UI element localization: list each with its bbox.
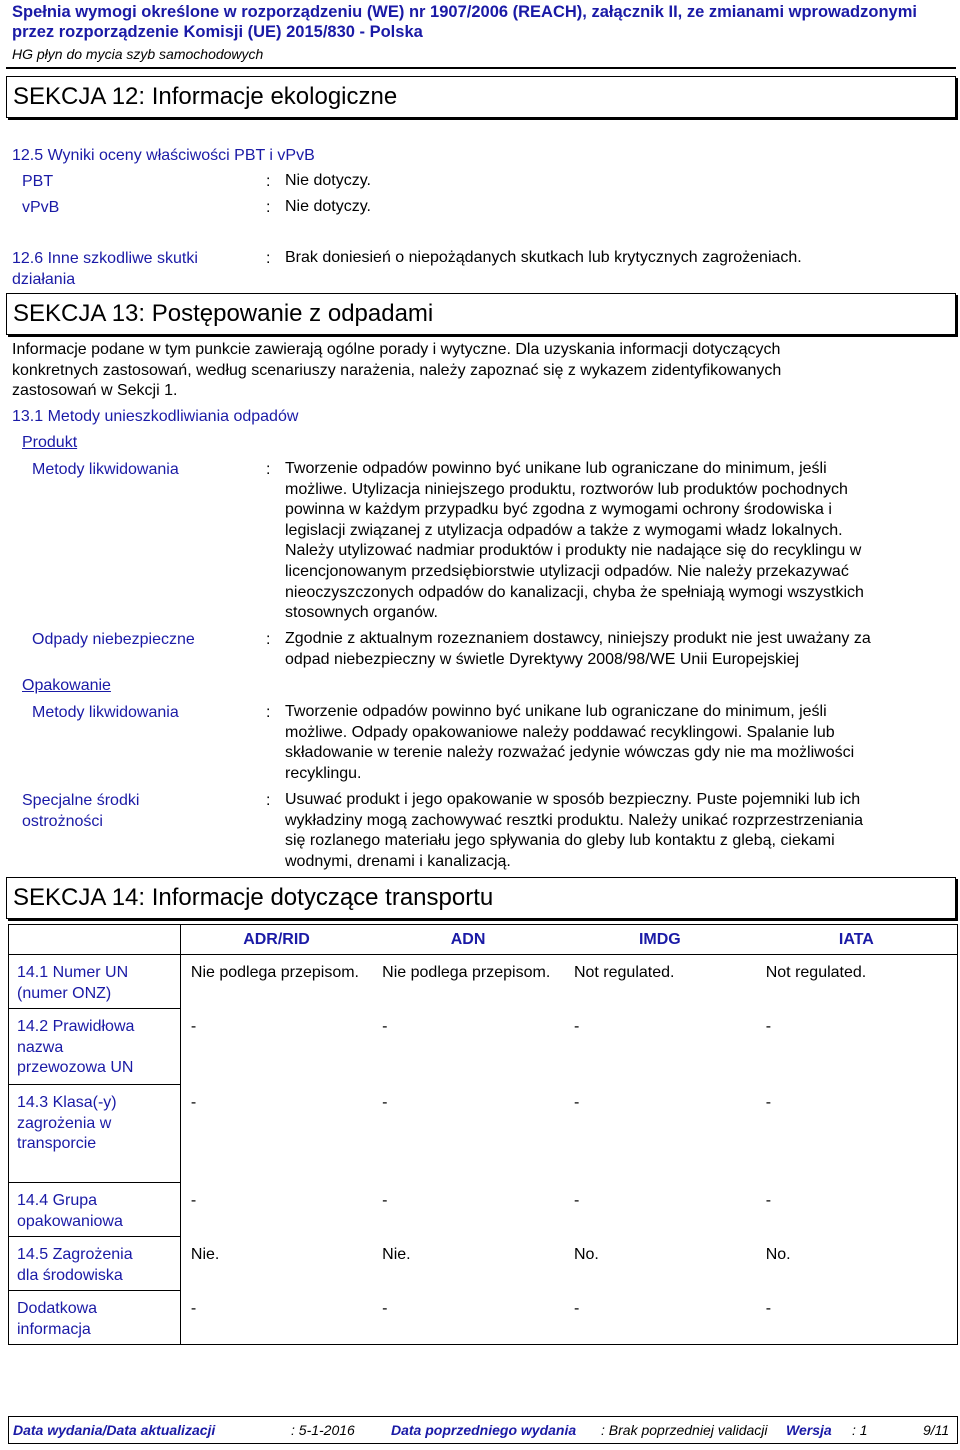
subsection-12-6-line2: działania (12, 270, 76, 288)
text-line: się rozlanego materiału jego spływania do gleby lub kontaktu z glebą, ciekami (285, 832, 835, 850)
vpvb-value: Nie dotyczy. (285, 198, 371, 215)
text-line: stosownych organów. (285, 604, 438, 622)
footer-page-number: 9/11 (923, 1422, 950, 1438)
table-row (9, 1085, 958, 1183)
opak-metody-colon: : (266, 704, 271, 721)
section-12-title-text: SEKCJA 12: Informacje ekologiczne (13, 83, 398, 110)
table-cell: - (573, 1191, 580, 1209)
opak-metody-value (285, 702, 950, 784)
row-label-hazard-class (9, 1085, 181, 1183)
row-label-line: 14.1 Numer UN (17, 964, 129, 981)
row-label-line: informacja (17, 1320, 91, 1338)
table-cell: - (382, 1191, 388, 1209)
text-line: składowanie w terenie należy rozważać jedynie wówczas gdy nie ma możliwości (285, 744, 855, 762)
table-cell: Nie podlega przepisom. (382, 964, 551, 981)
table-cell: Not regulated. (573, 964, 675, 981)
transport-table (8, 924, 958, 1345)
subsection-12-6-value: Brak doniesień o niepożądanych skutkach lub krytycznych zagrożeniach. (285, 249, 802, 266)
table-cell: No. (765, 1245, 791, 1263)
row-label-environmental-hazard (9, 1237, 181, 1291)
row-label-un-number (9, 955, 181, 1009)
produkt-heading: Produkt (22, 434, 78, 451)
column-header-adn: ADN (372, 925, 564, 955)
text-line: odpad niebezpieczny w świetle Dyrektywy 2008/98/WE Unii Europejskiej (285, 650, 800, 668)
transport-header-blank (9, 925, 181, 955)
produkt-metody-label: Metody likwidowania (32, 461, 179, 478)
row-label-additional-info (9, 1291, 181, 1345)
table-cell: - (765, 1299, 772, 1317)
vpvb-label: vPvB (22, 199, 60, 216)
table-cell: Nie. (190, 1245, 220, 1263)
header-divider (6, 67, 956, 69)
text-line: Tworzenie odpadów powinno być unikane lub ograniczane do minimum, jeśli (285, 460, 827, 477)
opak-metody-label: Metody likwidowania (32, 704, 179, 721)
specjalne-value (285, 790, 950, 872)
column-header-imdg: IMDG (564, 925, 756, 955)
footer-date-value: : 5-1-2016 (291, 1422, 355, 1438)
table-cell: - (765, 1017, 772, 1035)
intro-line: zastosowań w Sekcji 1. (12, 382, 178, 400)
table-cell: - (190, 1299, 197, 1317)
table-row (9, 1237, 958, 1291)
table-row (9, 1009, 958, 1085)
table-cell: - (190, 1017, 197, 1035)
row-label-line: przewozowa UN (17, 1059, 134, 1077)
footer-prev-value: : Brak poprzedniej validacji (601, 1422, 768, 1438)
pbt-colon: : (266, 173, 271, 190)
specjalne-label-line1: Specjalne środki (22, 792, 140, 809)
section-14-title-text: SEKCJA 14: Informacje dotyczące transportu (13, 884, 494, 911)
produkt-metody-colon: : (266, 461, 271, 478)
table-cell: Not regulated. (765, 964, 867, 981)
table-cell: - (382, 1093, 388, 1111)
subsection-12-6-colon: : (266, 250, 271, 267)
table-cell: - (765, 1191, 772, 1209)
text-line: wykładziny mogą zachowywać resztki produktu. Należy unikać rozprzestrzeniania (285, 811, 864, 829)
column-header-iata: IATA (756, 925, 958, 955)
row-label-line: (numer ONZ) (17, 984, 112, 1002)
opakowanie-heading: Opakowanie (22, 677, 111, 694)
footer-date-label: Data wydania/Data aktualizacji (13, 1422, 216, 1438)
row-label-shipping-name (9, 1009, 181, 1085)
table-cell: - (382, 1299, 388, 1317)
table-cell: - (765, 1093, 772, 1111)
row-label-line: dla środowiska (17, 1266, 123, 1284)
text-line: możliwe. Utylizacja niniejszego produktu, roztworów lub produktów pochodnych (285, 480, 848, 498)
subsection-13-1: 13.1 Metody unieszkodliwiania odpadów (12, 408, 299, 425)
row-label-packing-group (9, 1183, 181, 1237)
subsection-12-6-line1: 12.6 Inne szkodliwe skutki (12, 250, 198, 267)
section-13-title (6, 293, 956, 335)
page-footer (8, 1416, 958, 1444)
section-14-title (6, 877, 956, 919)
text-line: Należy utylizować nadmiar produktów i produkty nie nadające się do recyklingu w (285, 542, 862, 560)
text-line: wodnymi, drenami i kanalizacją. (285, 852, 511, 870)
text-line: Zgodnie z aktualnym rozeznaniem dostawcy, niniejszy produkt nie jest uważany za (285, 630, 871, 647)
footer-prev-label: Data poprzedniego wydania (391, 1422, 577, 1438)
subsection-12-6 (12, 249, 198, 290)
odpady-label: Odpady niebezpieczne (32, 631, 195, 648)
table-cell: - (573, 1017, 580, 1035)
table-cell: Nie. (382, 1245, 411, 1263)
row-label-line: 14.4 Grupa (17, 1192, 98, 1209)
text-line: powinna w każdym przypadku być zgodna z wymogami ochrony środowiska i (285, 501, 832, 519)
section-13-intro (12, 340, 952, 402)
regulation-header: Spełnia wymogi określone w rozporządzeniu (WE) nr 1907/2006 (REACH), załącznik II, ze zmianami wprowadzonymi przez rozporządzenie Komisji (UE) 2015/830 - Polska (12, 3, 917, 41)
table-row (9, 1183, 958, 1237)
specjalne-label-line2: ostrożności (22, 812, 103, 830)
table-cell: - (190, 1093, 197, 1111)
vpvb-colon: : (266, 199, 271, 216)
section-13-title-text: SEKCJA 13: Postępowanie z odpadami (13, 300, 434, 327)
odpady-colon: : (266, 631, 271, 648)
row-label-line: 14.5 Zagrożenia (17, 1246, 133, 1263)
pbt-label: PBT (22, 173, 54, 190)
subsection-12-5: 12.5 Wyniki oceny właściwości PBT i vPvB (12, 147, 315, 164)
specjalne-label (22, 791, 139, 832)
table-cell: - (573, 1093, 580, 1111)
table-cell: - (190, 1191, 197, 1209)
table-row (9, 955, 958, 1009)
section-12-title (6, 76, 956, 118)
row-label-line: 14.3 Klasa(-y) (17, 1094, 117, 1111)
pbt-value: Nie dotyczy. (285, 172, 371, 189)
produkt-metody-value (285, 459, 950, 624)
row-label-line: Dodatkowa (17, 1300, 98, 1317)
transport-header-row (9, 925, 958, 955)
column-header-adr-rid: ADR/RID (180, 925, 372, 955)
row-label-line: transporcie (17, 1135, 97, 1153)
product-name: HG płyn do mycia szyb samochodowych (12, 46, 264, 62)
table-cell: - (382, 1017, 388, 1035)
row-label-line: 14.2 Prawidłowa (17, 1018, 135, 1035)
text-line: możliwe. Odpady opakowaniowe należy poddawać recyklingowi. Spalanie lub (285, 723, 835, 741)
odpady-value (285, 629, 950, 670)
row-label-line: opakowaniowa (17, 1212, 123, 1230)
text-line: licencjonowanym przedsiębiorstwie utylizacji odpadów. Nie należy przekazywać (285, 562, 849, 580)
table-cell: Nie podlega przepisom. (190, 964, 359, 981)
text-line: nieoczyszczonych odpadów do kanalizacji, chyba że spełniają wymogi wszystkich (285, 583, 864, 601)
intro-line: konkretnych zastosowań, według scenariuszy narażenia, należy zapoznać się z wykazem zidentyfikowanych (12, 361, 782, 379)
intro-line: Informacje podane w tym punkcie zawierają ogólne porady i wytyczne. Dla uzyskania informacji dotyczących (12, 341, 781, 358)
text-line: Usuwać produkt i jego opakowanie w sposób bezpieczny. Puste pojemniki lub ich (285, 791, 861, 808)
row-label-line: nazwa (17, 1038, 64, 1056)
footer-version-label: Wersja (786, 1422, 832, 1438)
table-cell: - (573, 1299, 580, 1317)
specjalne-colon: : (266, 792, 271, 809)
text-line: recyklingu. (285, 764, 362, 782)
text-line: Tworzenie odpadów powinno być unikane lub ograniczane do minimum, jeśli (285, 703, 827, 720)
row-label-line: zagrożenia w (17, 1114, 112, 1132)
table-cell: No. (573, 1245, 599, 1263)
footer-version-value: : 1 (852, 1422, 868, 1438)
text-line: legislacji związanej z utylizacja odpadów a także z wymogami władz lokalnych. (285, 521, 843, 539)
table-row (9, 1291, 958, 1345)
